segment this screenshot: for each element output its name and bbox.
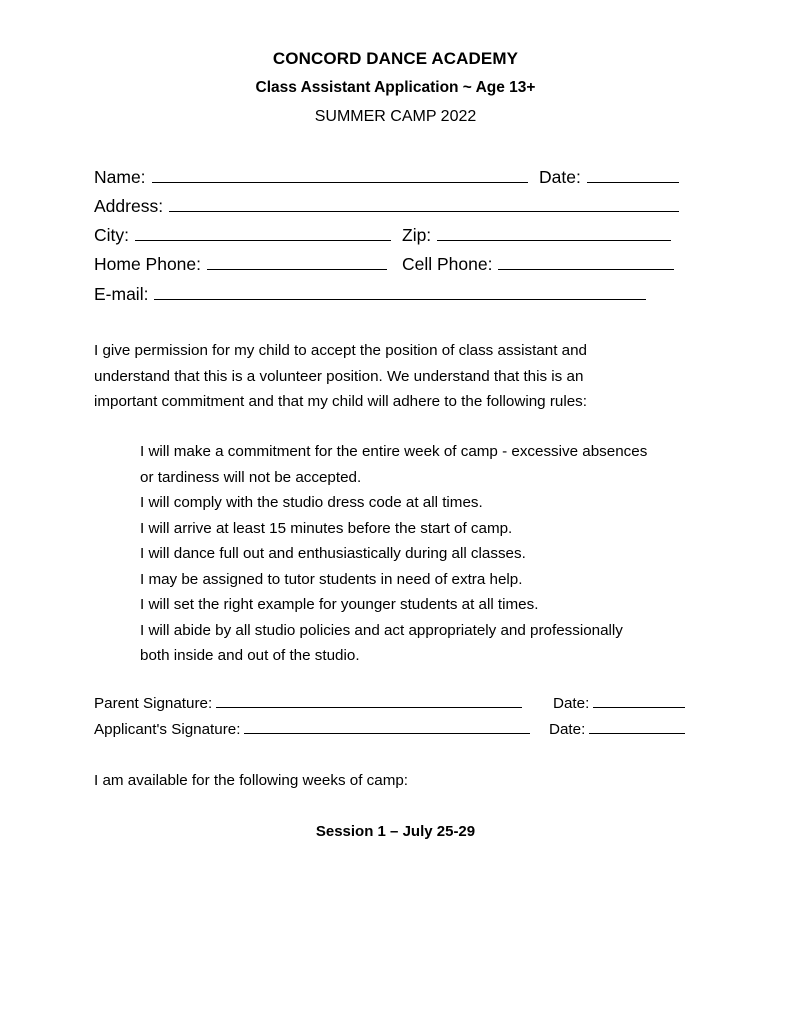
email-label: E-mail:: [94, 284, 149, 304]
city-line[interactable]: [135, 224, 391, 241]
paragraph-line: I give permission for my child to accept the position of class assistant and: [94, 342, 587, 359]
applicant-date-line[interactable]: [589, 719, 685, 734]
home-phone-field: [94, 253, 387, 275]
email-line[interactable]: [154, 283, 646, 300]
name-field: [94, 166, 528, 188]
name-line[interactable]: [152, 166, 528, 183]
date-label: Date:: [539, 167, 581, 187]
program-title: SUMMER CAMP 2022: [314, 108, 477, 125]
parent-date-field: [553, 693, 685, 712]
rule-line: I will make a commitment for the entire week of camp - excessive absences: [140, 443, 648, 460]
rules-list: [140, 439, 700, 669]
city-field: [94, 224, 391, 246]
home-phone-line[interactable]: [207, 253, 387, 270]
date-line[interactable]: [587, 166, 679, 183]
organization-title: CONCORD DANCE ACADEMY: [272, 49, 519, 68]
cell-phone-line[interactable]: [498, 253, 674, 270]
paragraph-line: understand that this is a volunteer position. We understand that this is an: [94, 367, 584, 385]
rule-line: I will arrive at least 15 minutes before the start of camp.: [140, 519, 513, 537]
rule-line: I will set the right example for younger students at all times.: [140, 596, 539, 613]
city-label: City:: [94, 225, 129, 245]
applicant-signature-label: Applicant's Signature:: [94, 721, 241, 738]
zip-line[interactable]: [437, 224, 671, 241]
address-label: Address:: [94, 196, 164, 216]
parent-date-line[interactable]: [593, 693, 685, 708]
applicant-signature-line[interactable]: [244, 719, 530, 734]
applicant-signature-field: [94, 719, 530, 738]
applicant-date-label: Date:: [549, 721, 586, 738]
cell-phone-field: [402, 253, 674, 275]
parent-signature-line[interactable]: [216, 693, 522, 708]
session-option: Session 1 – July 25-29: [315, 823, 476, 840]
rule-line: I will dance full out and enthusiastically during all classes.: [140, 545, 526, 562]
rule-line: I may be assigned to tutor students in need of extra help.: [140, 570, 523, 588]
home-phone-label: Home Phone:: [94, 254, 202, 274]
address-field: [94, 195, 679, 217]
cell-phone-label: Cell Phone:: [402, 254, 493, 274]
permission-paragraph: [94, 338, 694, 415]
date-field: [539, 166, 679, 188]
address-line[interactable]: [169, 195, 679, 212]
rule-line: I will comply with the studio dress code at all times.: [140, 494, 483, 511]
name-label: Name:: [94, 167, 146, 187]
availability-prompt: I am available for the following weeks of camp:: [94, 772, 409, 789]
email-field: [94, 283, 646, 305]
applicant-date-field: [549, 719, 685, 738]
zip-label: Zip:: [402, 225, 432, 245]
parent-date-label: Date:: [553, 695, 590, 712]
parent-signature-field: [94, 693, 522, 712]
parent-signature-label: Parent Signature:: [94, 695, 213, 712]
rule-line: I will abide by all studio policies and act appropriately and professionally: [140, 621, 623, 639]
paragraph-line: important commitment and that my child will adhere to the following rules:: [94, 393, 587, 410]
zip-field: [402, 224, 671, 246]
rule-line: or tardiness will not be accepted.: [140, 468, 362, 486]
rule-line: both inside and out of the studio.: [140, 647, 360, 664]
form-title: Class Assistant Application ~ Age 13+: [255, 79, 536, 96]
